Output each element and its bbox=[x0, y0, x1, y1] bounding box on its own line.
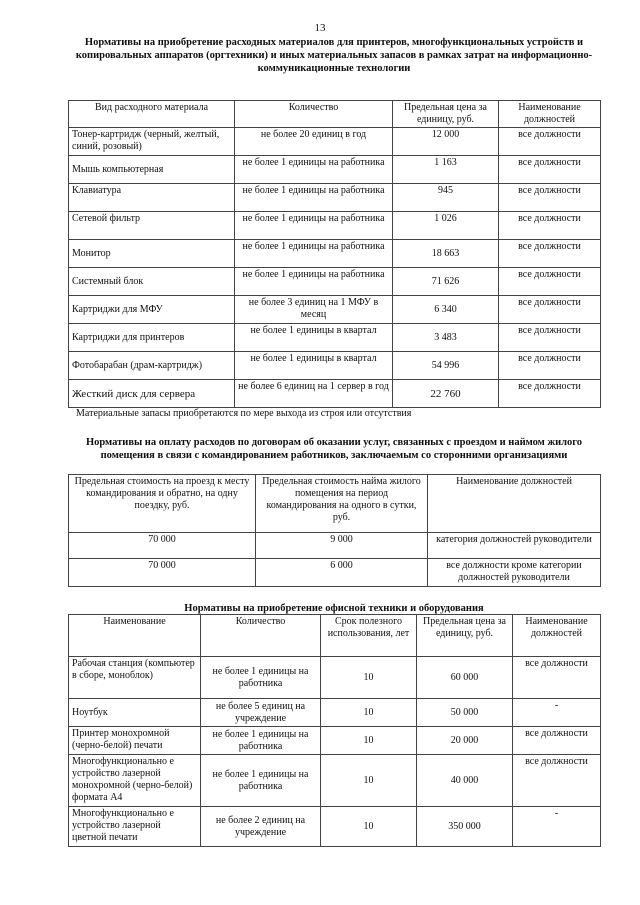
price: 71 626 bbox=[393, 268, 499, 296]
material-name: Клавиатура bbox=[69, 184, 235, 212]
section2-heading: Нормативы на оплату расходов по договорам об оказании услуг, связанных с проездом и наймом жилого помещения в связи с командированием работников, заключаемым со сторонними организациями bbox=[85, 437, 583, 461]
material-name: Картриджи для принтеров bbox=[69, 324, 235, 352]
column-header: Количество bbox=[201, 615, 321, 657]
table-row bbox=[69, 212, 601, 240]
price: 18 663 bbox=[393, 240, 499, 268]
lodging-cost: 6 000 bbox=[256, 559, 428, 587]
table-header-row bbox=[69, 101, 601, 128]
column-header: Наименование должностей bbox=[428, 475, 601, 533]
positions: - bbox=[513, 699, 601, 727]
material-name: Фотобарабан (драм-картридж) bbox=[69, 352, 235, 380]
positions: все должности bbox=[513, 755, 601, 807]
column-header: Предельная цена за единицу, руб. bbox=[393, 101, 499, 128]
table-row bbox=[69, 324, 601, 352]
table-row bbox=[69, 657, 601, 699]
quantity: не более 1 единицы на работника bbox=[235, 184, 393, 212]
table-row bbox=[69, 240, 601, 268]
quantity: не более 6 единиц на 1 сервер в год bbox=[235, 380, 393, 408]
quantity: не более 1 единицы на работника bbox=[201, 755, 321, 807]
positions: все должности bbox=[499, 184, 601, 212]
material-name: Системный блок bbox=[69, 268, 235, 296]
positions: все должности bbox=[499, 296, 601, 324]
column-header: Предельная цена за единицу, руб. bbox=[417, 615, 513, 657]
price: 3 483 bbox=[393, 324, 499, 352]
material-name: Монитор bbox=[69, 240, 235, 268]
column-header: Срок полезного использования, лет bbox=[321, 615, 417, 657]
equipment-name: Ноутбук bbox=[69, 699, 201, 727]
table-row bbox=[69, 156, 601, 184]
positions: все должности bbox=[499, 212, 601, 240]
quantity: не более 1 единицы в квартал bbox=[235, 352, 393, 380]
lodging-cost: 9 000 bbox=[256, 533, 428, 559]
table-row bbox=[69, 533, 601, 559]
table-row bbox=[69, 380, 601, 408]
price: 1 163 bbox=[393, 156, 499, 184]
material-name: Сетевой фильтр bbox=[69, 212, 235, 240]
positions: все должности bbox=[499, 240, 601, 268]
table-row bbox=[69, 268, 601, 296]
quantity: не более 3 единиц на 1 МФУ в месяц bbox=[235, 296, 393, 324]
material-name: Картриджи для МФУ bbox=[69, 296, 235, 324]
price: 6 340 bbox=[393, 296, 499, 324]
column-header: Предельная стоимость на проезд к месту командирования и обратно, на одну поездку, руб. bbox=[69, 475, 256, 533]
table-row bbox=[69, 559, 601, 587]
positions: категория должностей руководители bbox=[428, 533, 601, 559]
quantity: не более 1 единицы на работника bbox=[235, 156, 393, 184]
table-row bbox=[69, 755, 601, 807]
positions: все должности bbox=[499, 128, 601, 156]
price: 60 000 bbox=[417, 657, 513, 699]
material-name: Мышь компьютерная bbox=[69, 156, 235, 184]
materials-note: Материальные запасы приобретаются по мере выхода из строя или отсутствия bbox=[76, 408, 412, 419]
service-life: 10 bbox=[321, 755, 417, 807]
material-name: Тонер-картридж (черный, желтый, синий, розовый) bbox=[69, 128, 235, 156]
positions: все должности bbox=[499, 352, 601, 380]
column-header: Предельная стоимость найма жилого помещения на период командирования на одного в сутки, руб. bbox=[256, 475, 428, 533]
quantity: не более 1 единицы на работника bbox=[201, 727, 321, 755]
column-header: Вид расходного материала bbox=[69, 101, 235, 128]
office-equipment-table bbox=[68, 614, 601, 847]
table-row bbox=[69, 727, 601, 755]
column-header: Количество bbox=[235, 101, 393, 128]
table-row bbox=[69, 128, 601, 156]
table-row bbox=[69, 352, 601, 380]
section1-heading: Нормативы на приобретение расходных материалов для принтеров, многофункциональных устройств и копировальных аппаратов (оргтехники) и иных материальных запасов в рамках затрат на информационно-коммуникационные технологии bbox=[75, 37, 593, 74]
equipment-name: Рабочая станция (компьютер в сборе, моноблок) bbox=[69, 657, 201, 699]
price: 945 bbox=[393, 184, 499, 212]
service-life: 10 bbox=[321, 727, 417, 755]
consumables-table bbox=[68, 100, 601, 408]
price: 20 000 bbox=[417, 727, 513, 755]
equipment-name: Многофункционально е устройство лазерной монохромной (черно-белой) формата А4 bbox=[69, 755, 201, 807]
price: 54 996 bbox=[393, 352, 499, 380]
quantity: не более 20 единиц в год bbox=[235, 128, 393, 156]
page-number: 13 bbox=[314, 22, 326, 34]
table-row bbox=[69, 296, 601, 324]
table-header-row bbox=[69, 615, 601, 657]
price: 50 000 bbox=[417, 699, 513, 727]
positions: все должности кроме категории должностей руководители bbox=[428, 559, 601, 587]
quantity: не более 1 единицы на работника bbox=[201, 657, 321, 699]
quantity: не более 1 единицы в квартал bbox=[235, 324, 393, 352]
table-row bbox=[69, 807, 601, 847]
column-header: Наименование должностей bbox=[499, 101, 601, 128]
service-life: 10 bbox=[321, 807, 417, 847]
table-row bbox=[69, 184, 601, 212]
quantity: не более 1 единицы на работника bbox=[235, 268, 393, 296]
travel-cost: 70 000 bbox=[69, 559, 256, 587]
equipment-name: Принтер монохромной (черно-белой) печати bbox=[69, 727, 201, 755]
travel-cost: 70 000 bbox=[69, 533, 256, 559]
price: 1 026 bbox=[393, 212, 499, 240]
quantity: не более 1 единицы на работника bbox=[235, 212, 393, 240]
quantity: не более 2 единиц на учреждение bbox=[201, 807, 321, 847]
positions: все должности bbox=[513, 727, 601, 755]
price: 350 000 bbox=[417, 807, 513, 847]
section3-heading: Нормативы на приобретение офисной техники и оборудования bbox=[184, 603, 484, 614]
positions: все должности bbox=[499, 380, 601, 408]
positions: все должности bbox=[499, 156, 601, 184]
column-header: Наименование должностей bbox=[513, 615, 601, 657]
price: 12 000 bbox=[393, 128, 499, 156]
price: 22 760 bbox=[393, 380, 499, 408]
positions: все должности bbox=[499, 268, 601, 296]
positions: все должности bbox=[499, 324, 601, 352]
positions: - bbox=[513, 807, 601, 847]
equipment-name: Многофункционально е устройство лазерной цветной печати bbox=[69, 807, 201, 847]
travel-table bbox=[68, 474, 601, 587]
price: 40 000 bbox=[417, 755, 513, 807]
service-life: 10 bbox=[321, 657, 417, 699]
material-name: Жесткий диск для сервера bbox=[69, 380, 235, 408]
quantity: не более 1 единицы на работника bbox=[235, 240, 393, 268]
table-row bbox=[69, 699, 601, 727]
column-header: Наименование bbox=[69, 615, 201, 657]
quantity: не более 5 единиц на учреждение bbox=[201, 699, 321, 727]
positions: все должности bbox=[513, 657, 601, 699]
service-life: 10 bbox=[321, 699, 417, 727]
table-header-row bbox=[69, 475, 601, 533]
